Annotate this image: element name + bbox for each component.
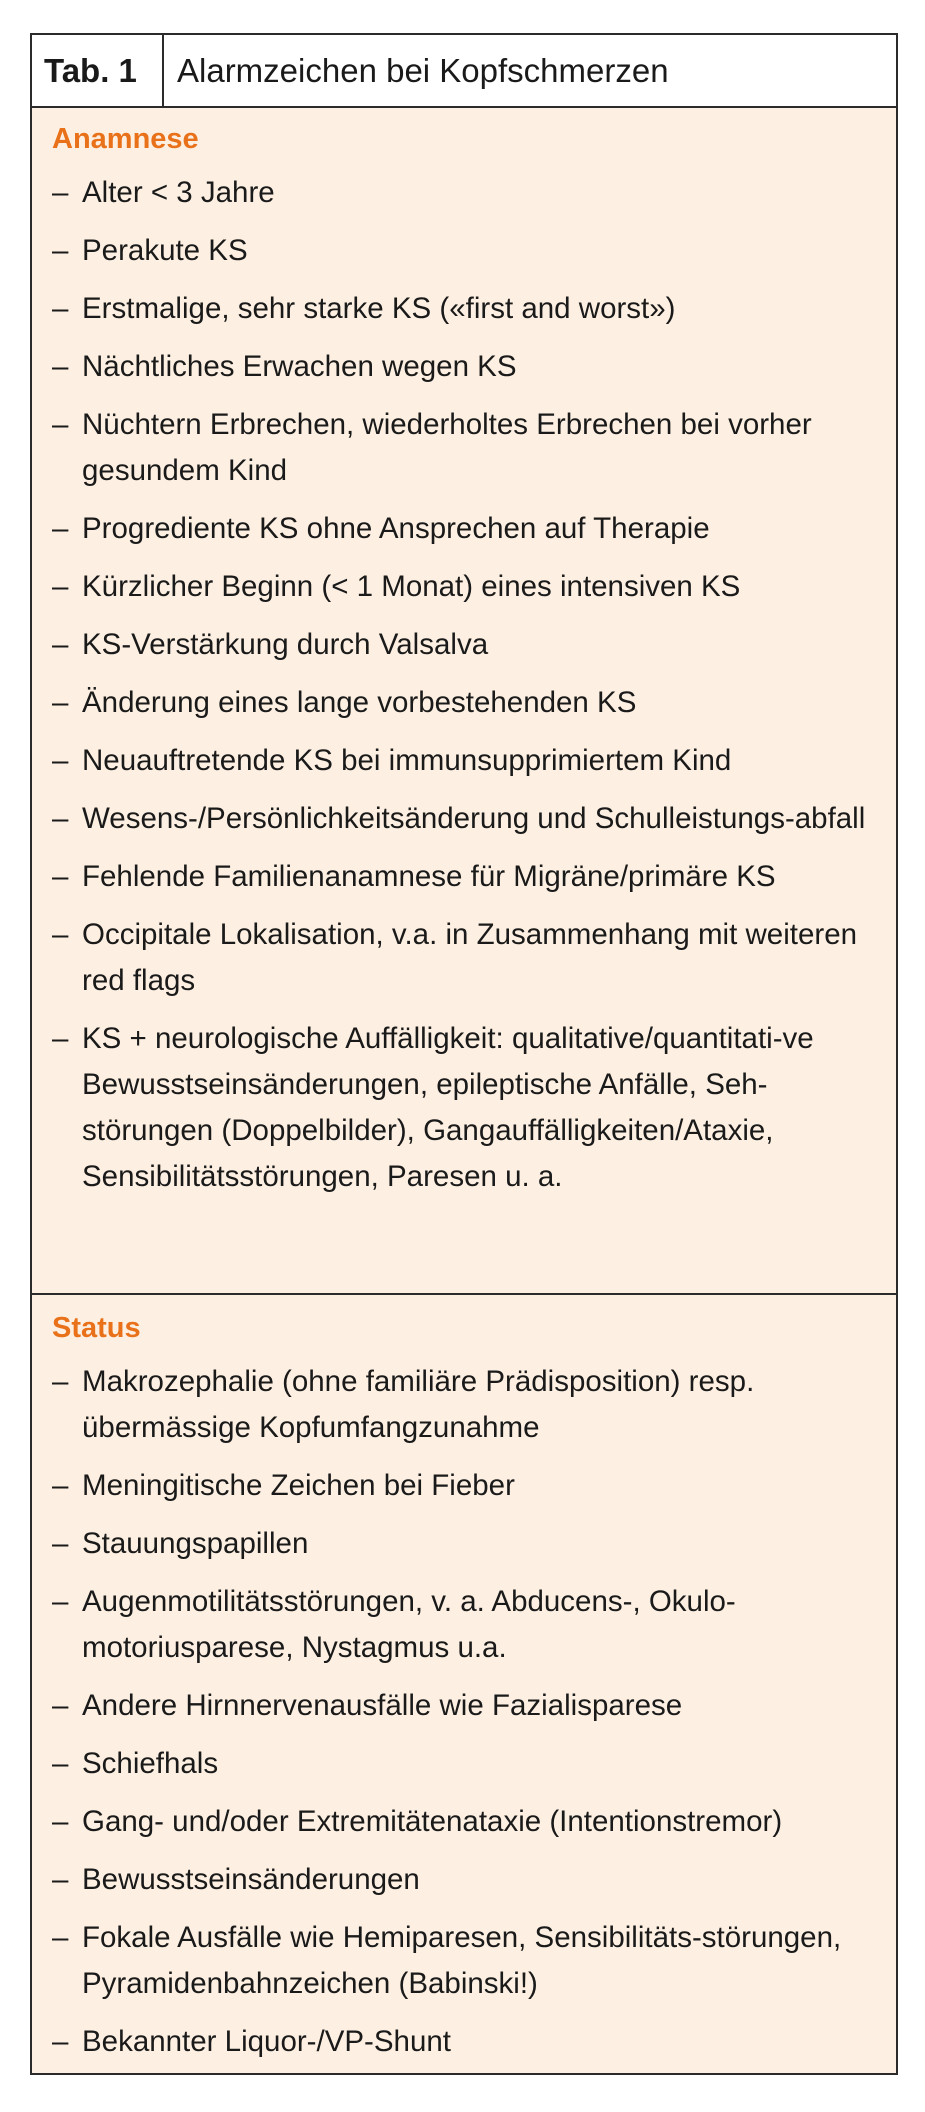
list-item <box>52 228 872 274</box>
anamnese-section <box>32 108 896 1295</box>
alarm-signs-table <box>30 33 898 2075</box>
list-item <box>52 2019 872 2065</box>
list-item-text: Fehlende Familienanamnese für Migräne/primäre KS <box>82 860 776 893</box>
dash-bullet: – <box>52 686 69 719</box>
list-item <box>52 1915 872 2007</box>
list-item-text: Erstmalige, sehr starke KS («first and worst») <box>82 292 676 325</box>
table-number: Tab. 1 <box>32 35 164 106</box>
dash-bullet: – <box>52 1689 69 1722</box>
dash-bullet: – <box>52 1747 69 1780</box>
list-item <box>52 680 872 726</box>
dash-bullet: – <box>52 1469 69 1502</box>
list-item-text: KS + neurologische Auffälligkeit: qualitative/quantitati-ve Bewusstseinsänderungen, epileptische Anfälle, Seh-störungen (Doppelbilder), Gangauffälligkeiten/Ataxie, Sensibilitätsstörungen, Paresen u. a. <box>82 1022 814 1193</box>
list-item-text: Kürzlicher Beginn (< 1 Monat) eines intensiven KS <box>82 570 741 603</box>
list-item <box>52 506 872 552</box>
dash-bullet: – <box>52 234 69 267</box>
list-item-text: Nüchtern Erbrechen, wiederholtes Erbrechen bei vorher gesundem Kind <box>82 408 812 487</box>
list-item-text: Progrediente KS ohne Ansprechen auf Therapie <box>82 512 710 545</box>
list-item-text: Neuauftretende KS bei immunsupprimiertem Kind <box>82 744 732 777</box>
dash-bullet: – <box>52 1365 69 1398</box>
list-item-text: Occipitale Lokalisation, v.a. in Zusammenhang mit weiteren red flags <box>82 918 858 997</box>
list-item <box>52 1683 872 1729</box>
list-item-text: Alter < 3 Jahre <box>82 176 275 209</box>
list-item <box>52 1463 872 1509</box>
list-item-text: Nächtliches Erwachen wegen KS <box>82 350 517 383</box>
list-item <box>52 1799 872 1845</box>
dash-bullet: – <box>52 1022 69 1055</box>
list-item-text: KS-Verstärkung durch Valsalva <box>82 628 489 661</box>
list-item-text: Fokale Ausfälle wie Hemiparesen, Sensibilitäts-störungen, Pyramidenbahnzeichen (Babinski!) <box>82 1921 842 2000</box>
list-item-text: Makrozephalie (ohne familiäre Prädisposition) resp. übermässige Kopfumfangzunahme <box>82 1365 755 1444</box>
dash-bullet: – <box>52 2025 69 2058</box>
list-item <box>52 796 872 842</box>
dash-bullet: – <box>52 176 69 209</box>
dash-bullet: – <box>52 1921 69 1954</box>
list-item-text: Änderung eines lange vorbestehenden KS <box>82 686 637 719</box>
list-item <box>52 622 872 668</box>
dash-bullet: – <box>52 408 69 441</box>
dash-bullet: – <box>52 1863 69 1896</box>
list-item <box>52 344 872 390</box>
dash-bullet: – <box>52 512 69 545</box>
list-item-text: Schiefhals <box>82 1747 219 1780</box>
list-item-text: Wesens-/Persönlichkeitsänderung und Schulleistungs-abfall <box>82 802 866 835</box>
dash-bullet: – <box>52 918 69 951</box>
list-item-text: Augenmotilitätsstörungen, v. a. Abducens-, Okulo-motoriusparese, Nystagmus u.a. <box>82 1585 736 1664</box>
list-item <box>52 1016 872 1200</box>
list-item <box>52 564 872 610</box>
status-list <box>52 1359 872 2065</box>
dash-bullet: – <box>52 860 69 893</box>
dash-bullet: – <box>52 802 69 835</box>
list-item <box>52 402 872 494</box>
table-header <box>32 35 896 108</box>
list-item-text: Bewusstseinsänderungen <box>82 1863 420 1896</box>
list-item-text: Stauungspapillen <box>82 1527 309 1560</box>
anamnese-list <box>52 170 872 1200</box>
dash-bullet: – <box>52 744 69 777</box>
list-item-text: Andere Hirnnervenausfälle wie Fazialisparese <box>82 1689 683 1722</box>
anamnese-heading: Anamnese <box>52 123 199 155</box>
list-item <box>52 912 872 1004</box>
list-item <box>52 854 872 900</box>
status-heading: Status <box>52 1312 141 1344</box>
dash-bullet: – <box>52 1527 69 1560</box>
list-item-text: Meningitische Zeichen bei Fieber <box>82 1469 515 1502</box>
list-item <box>52 1741 872 1787</box>
status-section <box>32 1295 896 2065</box>
list-item <box>52 1857 872 1903</box>
list-item <box>52 738 872 784</box>
dash-bullet: – <box>52 628 69 661</box>
dash-bullet: – <box>52 1585 69 1618</box>
dash-bullet: – <box>52 292 69 325</box>
dash-bullet: – <box>52 1805 69 1838</box>
dash-bullet: – <box>52 350 69 383</box>
list-item <box>52 1359 872 1451</box>
list-item <box>52 286 872 332</box>
table-title: Alarmzeichen bei Kopfschmerzen <box>177 51 669 89</box>
list-item <box>52 1579 872 1671</box>
list-item-text: Bekannter Liquor-/VP-Shunt <box>82 2025 451 2058</box>
list-item-text: Perakute KS <box>82 234 248 267</box>
list-item-text: Gang- und/oder Extremitätenataxie (Intentionstremor) <box>82 1805 783 1838</box>
list-item <box>52 170 872 216</box>
list-item <box>52 1521 872 1567</box>
dash-bullet: – <box>52 570 69 603</box>
